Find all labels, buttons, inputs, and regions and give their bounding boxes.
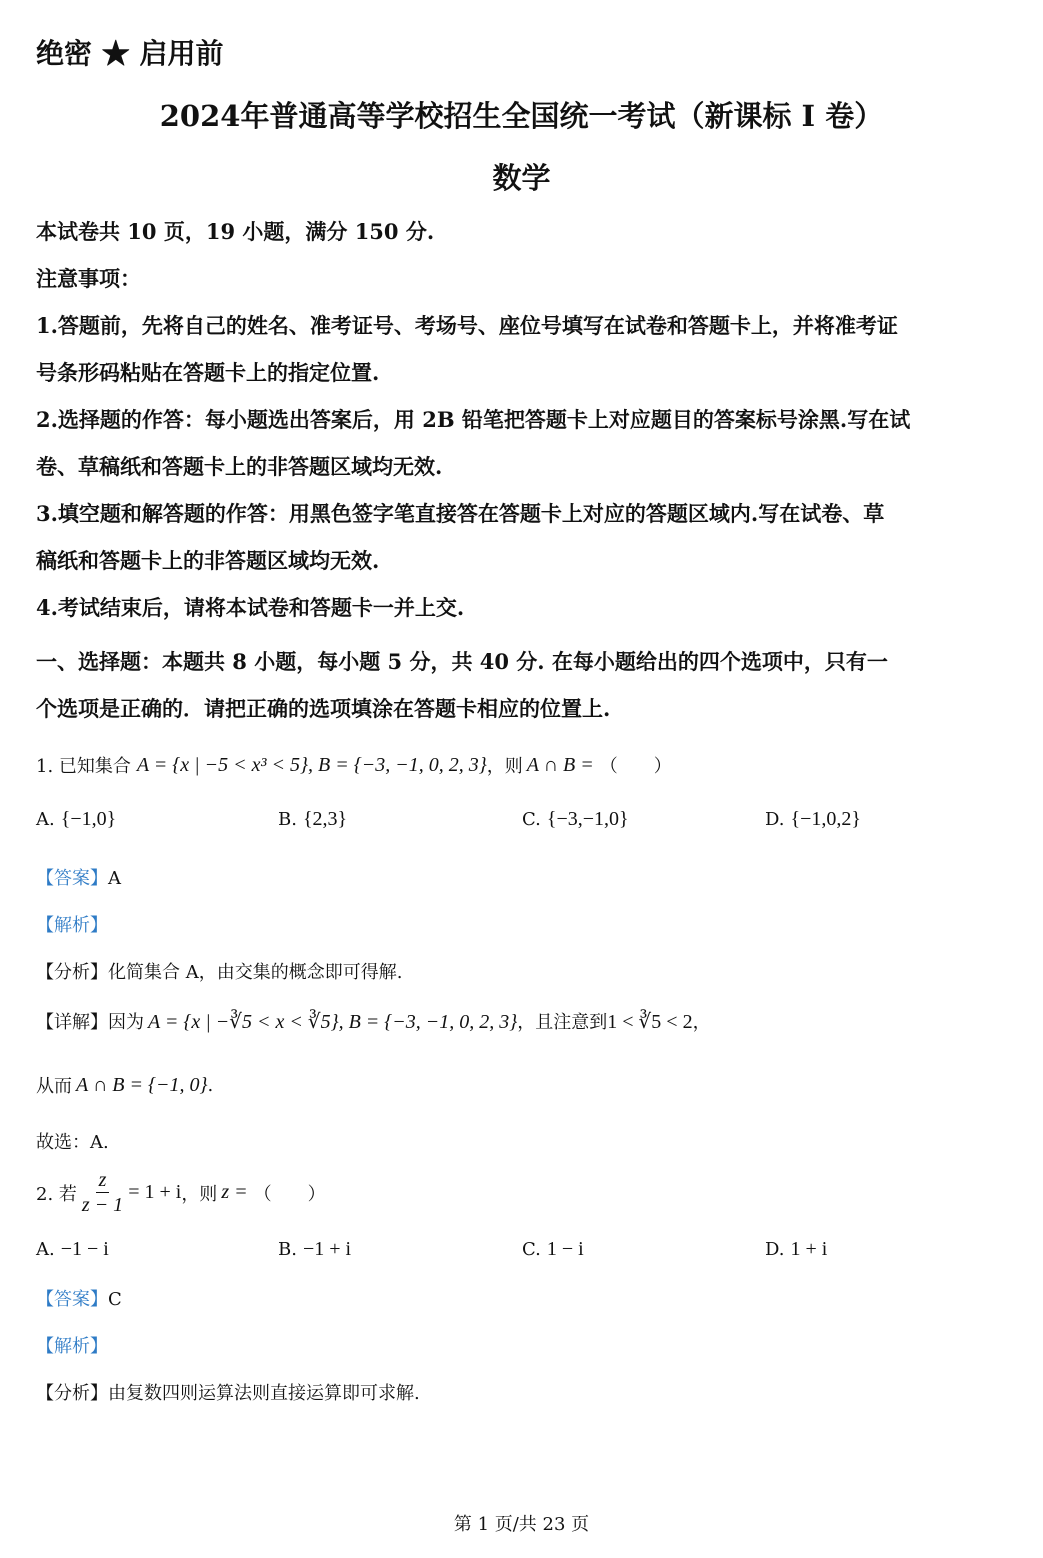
notice-4: 4.考试结束后，请将本试卷和答题卡一并上交.: [36, 595, 465, 620]
answer-tag: 【答案】: [36, 868, 108, 889]
answer-value: C: [108, 1289, 122, 1310]
question-1-option-c: C. {−3,−1,0}: [522, 808, 629, 830]
question-1-option-b: B. {2,3}: [278, 808, 348, 830]
question-1-ask: ，则: [486, 756, 523, 777]
answer-tag: 【答案】: [36, 1289, 108, 1310]
question-2-answer: [36, 1285, 122, 1311]
question-1-answer: [36, 864, 121, 890]
notice-2-line-1: 2.选择题的作答：每小题选出答案后，用 2B 铅笔把答题卡上对应题目的答案标号涂黑.写在试: [36, 407, 911, 432]
page-number: 第 1 页/共 23 页: [453, 1514, 590, 1535]
question-1-option-a: A. {−1,0}: [36, 808, 117, 830]
question-1-choose: 故选：A.: [36, 1132, 109, 1153]
question-1-stem: [36, 752, 672, 778]
question-2-fraction: $\frac{z}{z - 1}$: [81, 1169, 124, 1216]
question-1-analysis-tag: 【解析】: [36, 915, 108, 936]
answer-value: A: [108, 868, 121, 889]
question-2-stem: 2. 若 $\frac{z}{z - 1}$ = 1 + i ，则 z = （ ）: [36, 1169, 326, 1216]
question-1-ask-expr: A ∩ B =: [526, 753, 594, 776]
section-1-heading-line-2: 个选项是正确的．请把正确的选项填涂在答题卡相应的位置上.: [36, 696, 611, 721]
question-2-fenxi: 【分析】由复数四则运算法则直接运算即可求解.: [36, 1383, 420, 1404]
notice-3-line-2: 稿纸和答题卡上的非答题区域均无效.: [36, 548, 380, 573]
subject-title: 数学: [492, 161, 551, 195]
question-1-sets: A = {x | −5 < x³ < 5}, B = {−3, −1, 0, 2, 3}: [136, 753, 487, 776]
question-2-option-d: D. 1 + i: [765, 1238, 828, 1260]
exam-title: 2024年普通高等学校招生全国统一考试（新课标 I 卷）: [159, 99, 884, 133]
notice-3-line-1: 3.填空题和解答题的作答：用黑色签字笔直接答在答题卡上对应的答题区域内.写在试卷、草: [36, 501, 885, 526]
question-1-detail: 【详解】 因为 A = {x | −∛5 < x < ∛5}, B = {−3, −1, 0, 2, 3} ，且注意到 1 < ∛5 < 2 ，: [36, 1010, 711, 1033]
notice-title: 注意事项：: [36, 266, 141, 291]
question-1-option-d: D. {−1,0,2}: [765, 808, 861, 830]
exam-summary: 本试卷共 10 页，19 小题，满分 150 分.: [36, 219, 435, 244]
notice-1-line-1: 1.答题前，先将自己的姓名、准考证号、考场号、座位号填写在试卷和答题卡上，并将准考证: [36, 313, 898, 338]
notice-1-line-2: 号条形码粘贴在答题卡上的指定位置.: [36, 360, 380, 385]
secret-mark: 绝密 ★ 启用前: [36, 37, 224, 70]
question-1-paren: （ ）: [599, 756, 672, 777]
notice-2-line-2: 卷、草稿纸和答题卡上的非答题区域均无效.: [36, 454, 443, 479]
question-1-conclusion: 从而 A ∩ B = {−1, 0} .: [36, 1073, 214, 1097]
question-2-option-a: A. −1 − i: [36, 1238, 109, 1260]
question-2-analysis-tag: 【解析】: [36, 1336, 108, 1357]
question-2-option-b: B. −1 + i: [278, 1238, 352, 1260]
section-1-heading-line-1: 一、选择题：本题共 8 小题，每小题 5 分，共 40 分. 在每小题给出的四个选项中，只有一: [36, 649, 888, 674]
question-1-lead: 1. 已知集合: [36, 756, 131, 777]
question-1-fenxi: 【分析】化简集合 A，由交集的概念即可得解.: [36, 962, 403, 983]
question-2-option-c: C. 1 − i: [522, 1238, 584, 1260]
